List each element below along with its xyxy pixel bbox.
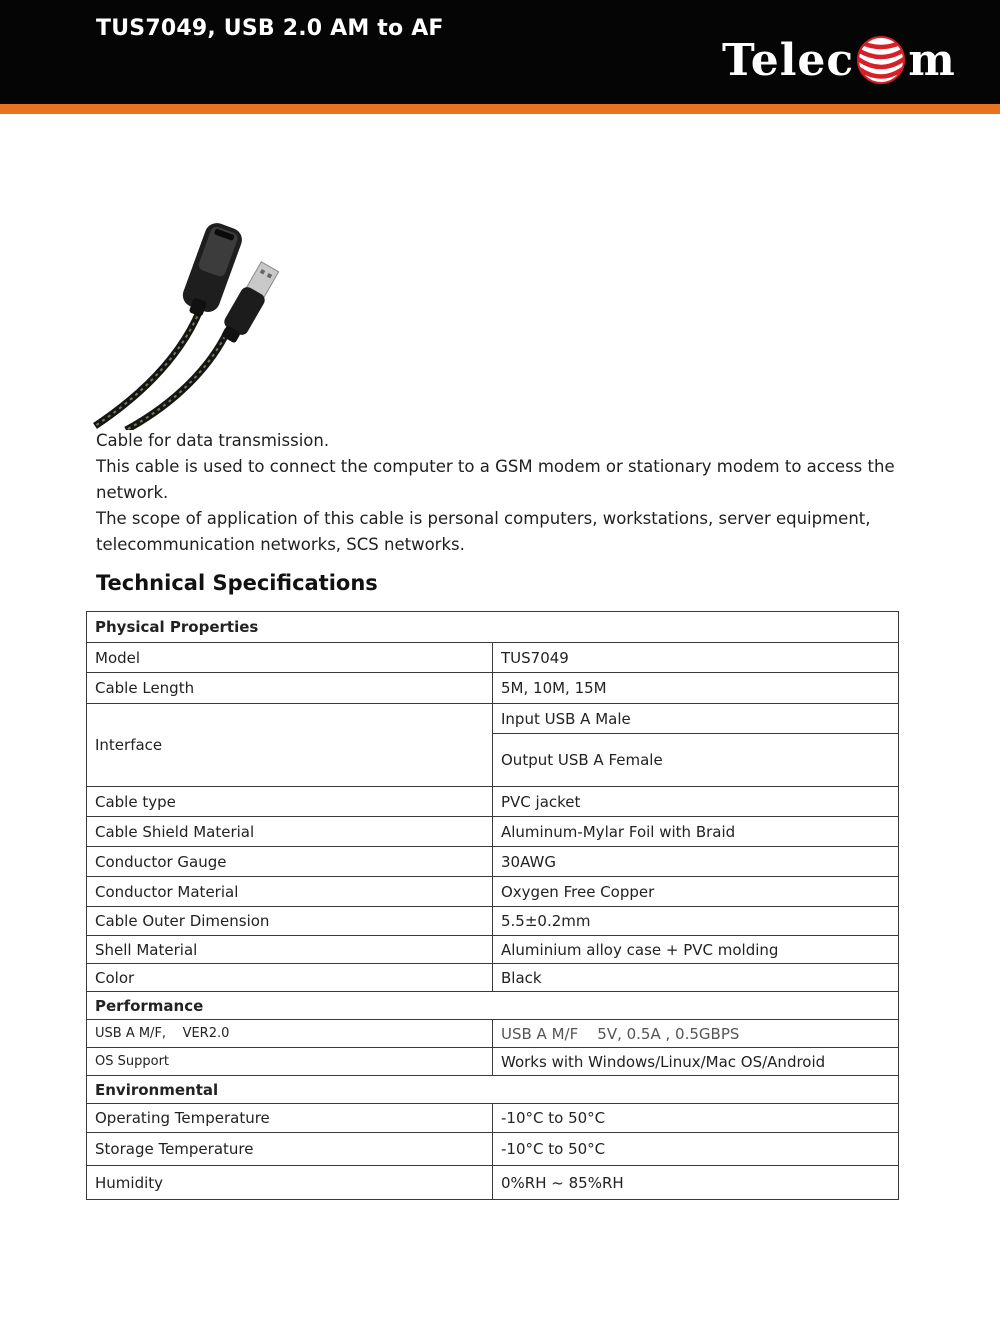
table-row	[87, 673, 899, 704]
spec-value: -10°C to 50°C	[493, 1133, 899, 1166]
spec-value: 0%RH ~ 85%RH	[493, 1166, 899, 1200]
spec-label: Storage Temperature	[87, 1133, 493, 1166]
spec-value: PVC jacket	[493, 787, 899, 817]
spec-value: Black	[493, 964, 899, 992]
table-row	[87, 1020, 899, 1048]
spec-value: Aluminium alloy case + PVC molding	[493, 936, 899, 964]
spec-label: Humidity	[87, 1166, 493, 1200]
spec-value: Oxygen Free Copper	[493, 877, 899, 907]
spec-label: Interface	[87, 704, 493, 787]
table-row	[87, 1048, 899, 1076]
spec-heading: Technical Specifications	[96, 571, 378, 595]
spec-label: Cable type	[87, 787, 493, 817]
header-accent-stripe	[0, 104, 1000, 114]
table-row	[87, 817, 899, 847]
description-line: The scope of application of this cable is personal computers, workstations, server equipment, telecommunication networks, SCS networks.	[96, 509, 871, 554]
spec-label: Cable Shield Material	[87, 817, 493, 847]
table-row	[87, 704, 899, 734]
logo-text-left: Telec	[722, 34, 855, 86]
spec-label: Operating Temperature	[87, 1104, 493, 1133]
table-row	[87, 847, 899, 877]
table-row	[87, 907, 899, 936]
telecom-logo	[722, 30, 956, 90]
section-header-environmental: Environmental	[87, 1076, 899, 1104]
section-header-physical: Physical Properties	[87, 612, 899, 643]
table-row	[87, 964, 899, 992]
spec-label: Conductor Gauge	[87, 847, 493, 877]
spec-value: Works with Windows/Linux/Mac OS/Android	[493, 1048, 899, 1076]
table-row	[87, 643, 899, 673]
spec-label: Cable Length	[87, 673, 493, 704]
section-header-performance: Performance	[87, 992, 899, 1020]
logo-text-right: m	[908, 34, 956, 86]
spec-value: 5.5±0.2mm	[493, 907, 899, 936]
product-description	[96, 428, 916, 558]
description-line: This cable is used to connect the computer to a GSM modem or stationary modem to access the network.	[96, 457, 895, 502]
spec-value: Input USB A Male	[493, 704, 899, 734]
spec-label: USB A M/F, VER2.0	[87, 1020, 493, 1048]
spec-label: Conductor Material	[87, 877, 493, 907]
spec-value: 30AWG	[493, 847, 899, 877]
description-line: Cable for data transmission.	[96, 431, 330, 450]
spec-label: OS Support	[87, 1048, 493, 1076]
spec-label: Color	[87, 964, 493, 992]
spec-value: -10°C to 50°C	[493, 1104, 899, 1133]
spec-label: Model	[87, 643, 493, 673]
document-title: TUS7049, USB 2.0 AM to AF	[96, 16, 444, 41]
spec-label: Shell Material	[87, 936, 493, 964]
spec-value: 5M, 10M, 15M	[493, 673, 899, 704]
spec-label: Cable Outer Dimension	[87, 907, 493, 936]
table-row	[87, 1133, 899, 1166]
table-row	[87, 1076, 899, 1104]
spec-table	[86, 611, 899, 1200]
table-row	[87, 1104, 899, 1133]
usb-extension-cable-photo	[92, 218, 292, 430]
spec-value: USB A M/F 5V, 0.5A , 0.5GBPS	[493, 1020, 899, 1048]
table-row	[87, 992, 899, 1020]
table-row	[87, 612, 899, 643]
table-row	[87, 936, 899, 964]
spec-value: TUS7049	[493, 643, 899, 673]
table-row	[87, 787, 899, 817]
table-row	[87, 1166, 899, 1200]
table-row	[87, 877, 899, 907]
spec-value: Output USB A Female	[493, 734, 899, 787]
red-white-sphere-logo-icon	[856, 35, 906, 85]
spec-value: Aluminum-Mylar Foil with Braid	[493, 817, 899, 847]
